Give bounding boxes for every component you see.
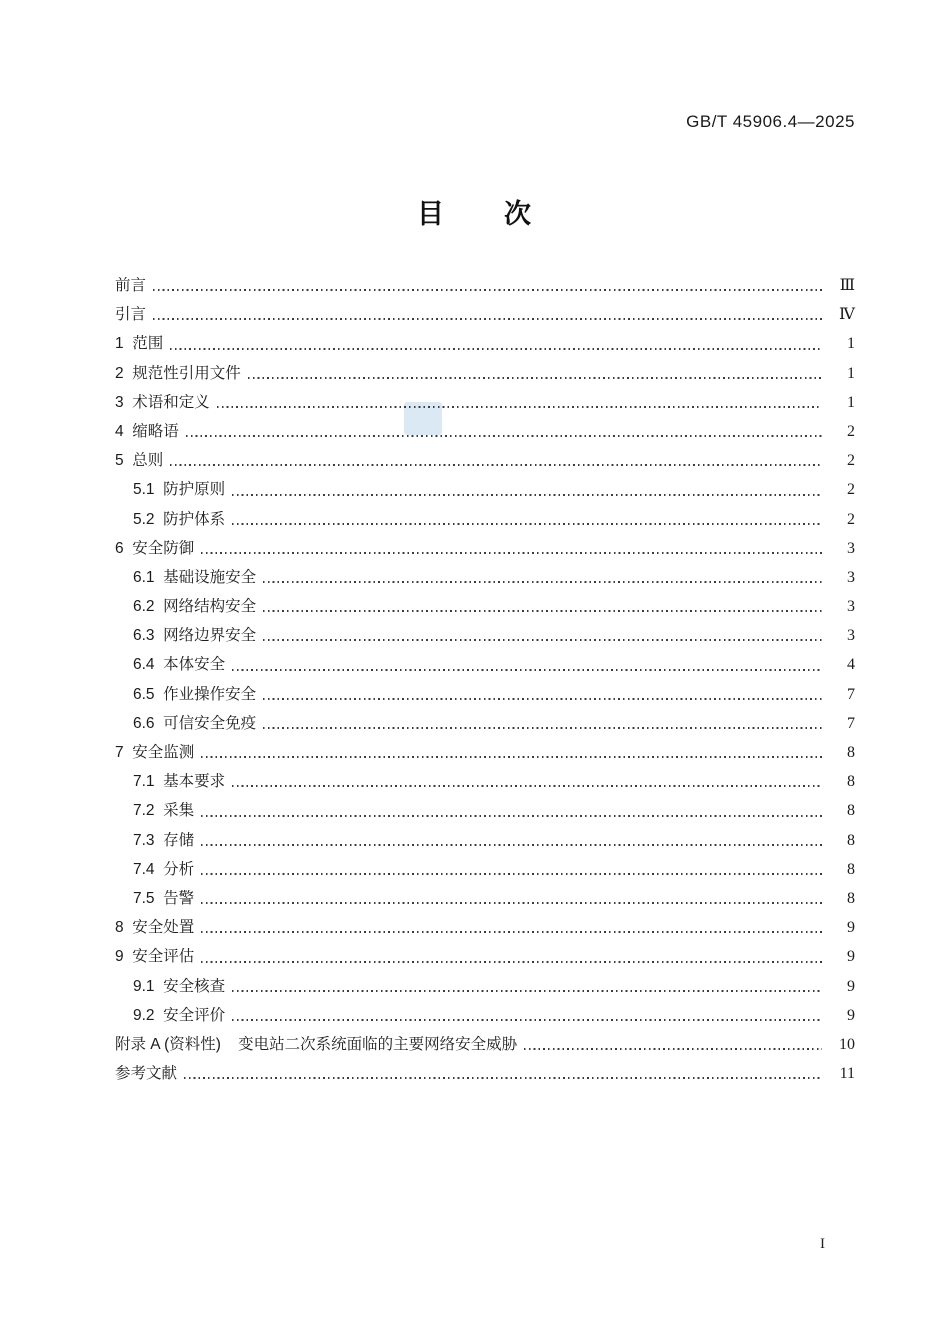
- dot-leader: [524, 1048, 822, 1050]
- toc-page-number: 2: [847, 422, 855, 440]
- toc-entry: [115, 417, 855, 446]
- toc-page-number: 1: [847, 335, 855, 353]
- dot-leader: [170, 464, 822, 466]
- toc-entry: [115, 329, 855, 358]
- toc-page-number: 4: [847, 656, 855, 674]
- toc-entry-label: 4 缩略语: [115, 422, 179, 440]
- toc-page-number: 9: [847, 1006, 855, 1024]
- toc-entry-label: 6 安全防御: [115, 539, 195, 557]
- toc-page-number: 8: [847, 831, 855, 849]
- toc-page-number: 3: [847, 627, 855, 645]
- toc-entry-label: 6.1 基础设施安全: [133, 568, 257, 586]
- toc-entry-label: 7.3 存储: [133, 831, 195, 849]
- dot-leader: [263, 581, 822, 583]
- toc-page-number: 9: [847, 948, 855, 966]
- dot-leader: [232, 669, 822, 671]
- toc-page-number: Ⅲ: [839, 277, 855, 294]
- toc-entry-label: 7.2 采集: [133, 802, 195, 820]
- toc-entry: [115, 359, 855, 388]
- dot-leader: [232, 494, 822, 496]
- toc-entry-label: 6.2 网络结构安全: [133, 598, 257, 616]
- toc-page-number: Ⅳ: [839, 306, 855, 324]
- toc-page-number: 7: [847, 714, 855, 732]
- toc-entry-label: 8 安全处置: [115, 919, 195, 937]
- toc-entry: [115, 650, 855, 679]
- toc-page-number: 8: [847, 744, 855, 761]
- toc-entry: [115, 796, 855, 825]
- dot-leader: [263, 639, 822, 641]
- toc-entry: [115, 388, 855, 417]
- toc-entry: [115, 1059, 855, 1088]
- dot-leader: [201, 815, 822, 817]
- dot-leader: [263, 698, 822, 700]
- toc-page-number: 8: [847, 889, 855, 907]
- toc-entry-label: 前言: [115, 277, 147, 294]
- toc-page-number: 1: [847, 393, 855, 411]
- dot-leader: [232, 990, 822, 992]
- toc-entry-label: 3 术语和定义: [115, 393, 210, 411]
- toc-entry-label: 6.5 作业操作安全: [133, 685, 257, 703]
- toc-entry: [115, 1030, 855, 1059]
- toc-entry: [115, 592, 855, 621]
- dot-leader: [201, 756, 822, 758]
- toc-entry: [115, 621, 855, 650]
- toc-page-number: 2: [847, 510, 855, 528]
- toc-page-number: 9: [847, 919, 855, 937]
- dot-leader: [201, 844, 822, 846]
- toc-entry-label: 参考文献: [115, 1065, 178, 1083]
- toc-entry: [115, 563, 855, 592]
- toc-page-number: 8: [847, 860, 855, 878]
- toc-entry: [115, 300, 855, 329]
- dot-leader: [201, 961, 822, 963]
- toc-entry: [115, 738, 855, 767]
- toc-entry: [115, 446, 855, 475]
- toc-page-number: 9: [847, 977, 855, 995]
- toc-entry: [115, 271, 855, 300]
- dot-leader: [232, 1019, 822, 1021]
- toc-entry: [115, 855, 855, 884]
- dot-leader: [153, 289, 822, 291]
- toc-entry: [115, 884, 855, 913]
- toc-entry-label: 7 安全监测: [115, 744, 195, 761]
- toc-page-number: 8: [847, 773, 855, 791]
- toc-entry: [115, 826, 855, 855]
- toc-entry-label: 9.1 安全核查: [133, 977, 226, 995]
- toc-entry: [115, 767, 855, 796]
- toc-entry-label: 2 规范性引用文件: [115, 364, 241, 382]
- toc-page-number: 10: [839, 1035, 855, 1053]
- table-of-contents: [115, 271, 855, 1088]
- dot-leader: [153, 318, 822, 320]
- toc-entry-label: 附录 A (资料性) 变电站二次系统面临的主要网络安全威胁: [115, 1035, 518, 1053]
- toc-page-number: 1: [847, 364, 855, 382]
- toc-page-number: 7: [847, 685, 855, 703]
- toc-page-number: 8: [847, 802, 855, 820]
- dot-leader: [186, 435, 822, 437]
- toc-page-number: 3: [847, 539, 855, 557]
- dot-leader: [201, 552, 822, 554]
- toc-page-number: 3: [847, 598, 855, 616]
- dot-leader: [201, 902, 822, 904]
- toc-entry-label: 引言: [115, 306, 147, 324]
- toc-page-number: 2: [847, 452, 855, 470]
- dot-leader: [170, 348, 822, 350]
- toc-entry: [115, 1001, 855, 1030]
- toc-entry-label: 9 安全评估: [115, 948, 195, 966]
- toc-entry-label: 6.6 可信安全免疫: [133, 714, 257, 732]
- toc-entry: [115, 942, 855, 971]
- dot-leader: [232, 785, 822, 787]
- document-number: GB/T 45906.4—2025: [686, 112, 855, 131]
- toc-page-number: 2: [847, 481, 855, 499]
- toc-entry-label: 7.4 分析: [133, 860, 195, 878]
- dot-leader: [263, 727, 822, 729]
- toc-entry-label: 7.5 告警: [133, 889, 195, 907]
- toc-entry-label: 9.2 安全评价: [133, 1006, 226, 1024]
- toc-entry: [115, 913, 855, 942]
- toc-entry-label: 5.2 防护体系: [133, 510, 226, 528]
- page-title: 目 次: [417, 199, 533, 229]
- dot-leader: [201, 931, 822, 933]
- toc-entry-label: 6.3 网络边界安全: [133, 627, 257, 645]
- toc-entry-label: 6.4 本体安全: [133, 656, 226, 674]
- footer-page-number: I: [820, 1236, 825, 1252]
- toc-entry-label: 5.1 防护原则: [133, 481, 226, 499]
- toc-entry-label: 7.1 基本要求: [133, 773, 226, 791]
- toc-entry: [115, 709, 855, 738]
- dot-leader: [184, 1077, 822, 1079]
- dot-leader: [232, 523, 822, 525]
- toc-entry: [115, 534, 855, 563]
- toc-entry: [115, 680, 855, 709]
- toc-entry-label: 1 范围: [115, 335, 164, 353]
- dot-leader: [248, 377, 822, 379]
- toc-entry: [115, 505, 855, 534]
- dot-leader: [201, 873, 822, 875]
- toc-page-number: 3: [847, 568, 855, 586]
- toc-entry: [115, 475, 855, 504]
- toc-page-number: 11: [839, 1065, 855, 1083]
- dot-leader: [217, 406, 822, 408]
- toc-entry-label: 5 总则: [115, 452, 164, 470]
- dot-leader: [263, 610, 822, 612]
- toc-entry: [115, 972, 855, 1001]
